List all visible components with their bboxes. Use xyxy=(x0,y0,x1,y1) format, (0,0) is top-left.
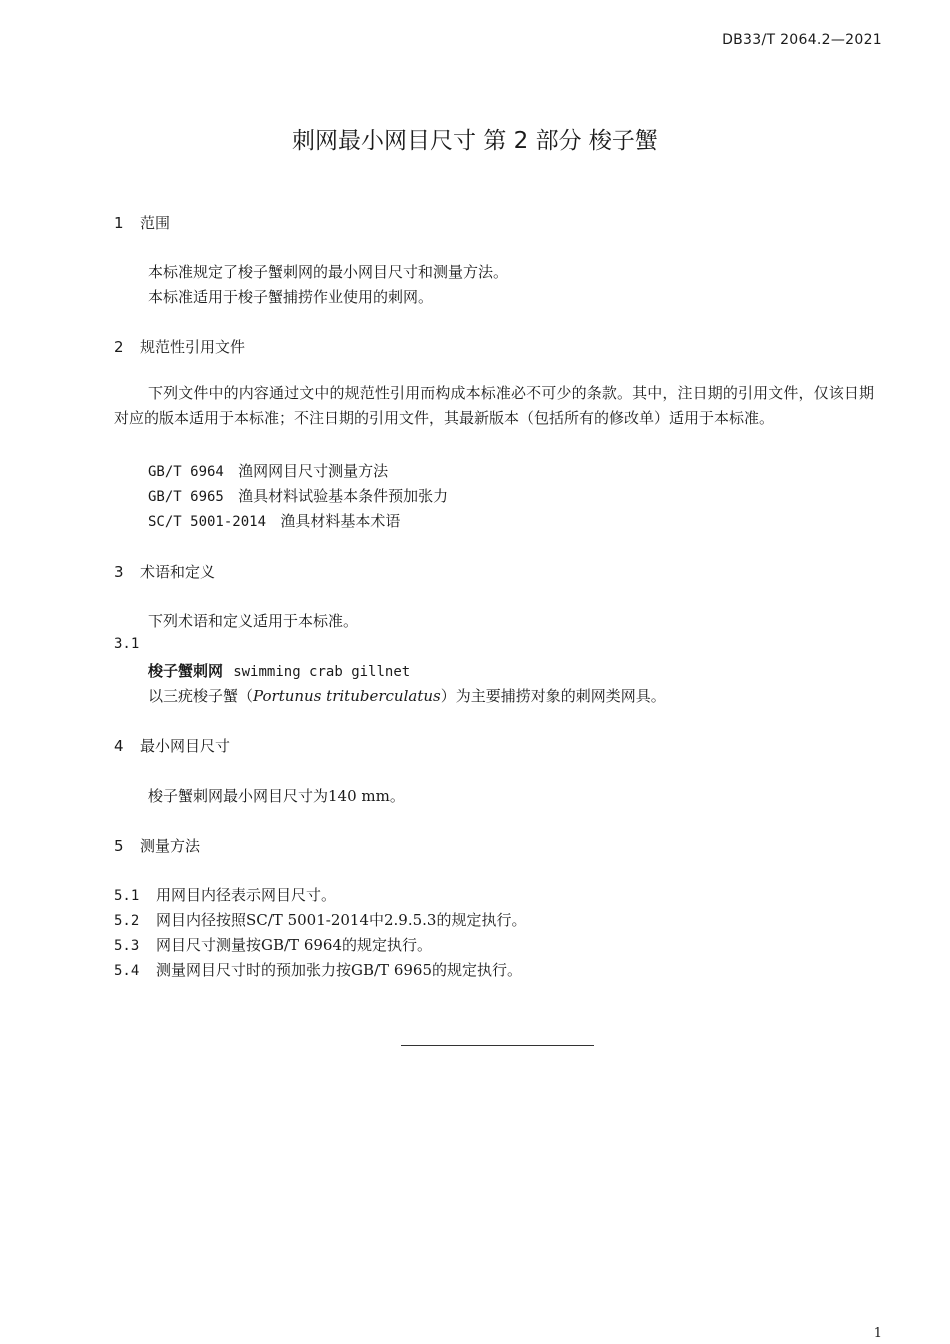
section-number: 2 xyxy=(114,338,124,356)
section-title: 术语和定义 xyxy=(140,563,216,581)
reference-code: GB/T 6965 xyxy=(148,489,224,505)
normative-references-paragraph: 下列文件中的内容通过文中的规范性引用而构成本标准必不可少的条款。其中，注日期的引用文件，仅该日期对应的版本适用于本标准；不注日期的引用文件，其最新版本（包括所有的修改单）适用于本标准。 xyxy=(114,384,874,427)
reference-item xyxy=(148,510,400,531)
reference-name: 渔具材料试验基本条件预加张力 xyxy=(238,487,449,505)
end-of-document-rule xyxy=(401,1045,594,1046)
definition-suffix: ）为主要捕捞对象的刺网类网具。 xyxy=(440,687,666,705)
method-item xyxy=(114,959,522,980)
definition-latin-name: Portunus trituberculatus xyxy=(253,687,441,705)
method-item xyxy=(114,934,432,955)
term-english: swimming crab gillnet xyxy=(233,664,411,680)
reference-name: 渔具材料基本术语 xyxy=(280,512,401,530)
minimum-mesh-size-text: 梭子蟹刺网最小网目尺寸为140 mm。 xyxy=(148,787,405,805)
method-item-number: 5.2 xyxy=(114,913,140,929)
term-chinese: 梭子蟹刺网 xyxy=(148,662,224,680)
term-heading xyxy=(148,660,410,681)
document-code: DB33/T 2064.2—2021 xyxy=(722,32,882,48)
method-item-text: 测量网目尺寸时的预加张力按GB/T 6965的规定执行。 xyxy=(156,961,523,979)
method-item-text: 网目内径按照SC/T 5001-2014中2.9.5.3的规定执行。 xyxy=(156,911,527,929)
method-item-text: 用网目内径表示网目尺寸。 xyxy=(156,886,337,904)
section-number: 1 xyxy=(114,214,124,232)
reference-item xyxy=(148,485,448,506)
scope-line-2: 本标准适用于梭子蟹捕捞作业使用的刺网。 xyxy=(148,288,434,306)
term-definition xyxy=(148,685,666,706)
method-item-text: 网目尺寸测量按GB/T 6964的规定执行。 xyxy=(156,936,433,954)
section-title: 规范性引用文件 xyxy=(140,338,246,356)
method-item-number: 5.1 xyxy=(114,888,140,904)
section-number: 4 xyxy=(114,737,124,755)
terms-intro: 下列术语和定义适用于本标准。 xyxy=(148,612,359,630)
section-5-heading xyxy=(114,835,200,856)
section-1-heading xyxy=(114,212,170,233)
reference-code: SC/T 5001-2014 xyxy=(148,514,267,530)
method-item-number: 5.4 xyxy=(114,963,140,979)
section-number: 5 xyxy=(114,837,124,855)
section-3-heading xyxy=(114,561,215,582)
section-number: 3 xyxy=(114,563,124,581)
section-title: 范围 xyxy=(140,214,171,232)
term-number: 3.1 xyxy=(114,636,140,652)
section-4-heading xyxy=(114,735,230,756)
method-item xyxy=(114,909,526,930)
method-item xyxy=(114,884,336,905)
reference-name: 渔网网目尺寸测量方法 xyxy=(238,462,389,480)
section-2-heading xyxy=(114,336,245,357)
document-title: 刺网最小网目尺寸 第 2 部分 梭子蟹 xyxy=(292,128,658,154)
reference-code: GB/T 6964 xyxy=(148,464,224,480)
section-title: 最小网目尺寸 xyxy=(140,737,231,755)
page-number: 1 xyxy=(873,1326,882,1341)
scope-line-1: 本标准规定了梭子蟹刺网的最小网目尺寸和测量方法。 xyxy=(148,263,509,281)
reference-item xyxy=(148,460,388,481)
section-title: 测量方法 xyxy=(140,837,201,855)
definition-prefix: 以三疣梭子蟹（ xyxy=(148,687,254,705)
method-item-number: 5.3 xyxy=(114,938,140,954)
